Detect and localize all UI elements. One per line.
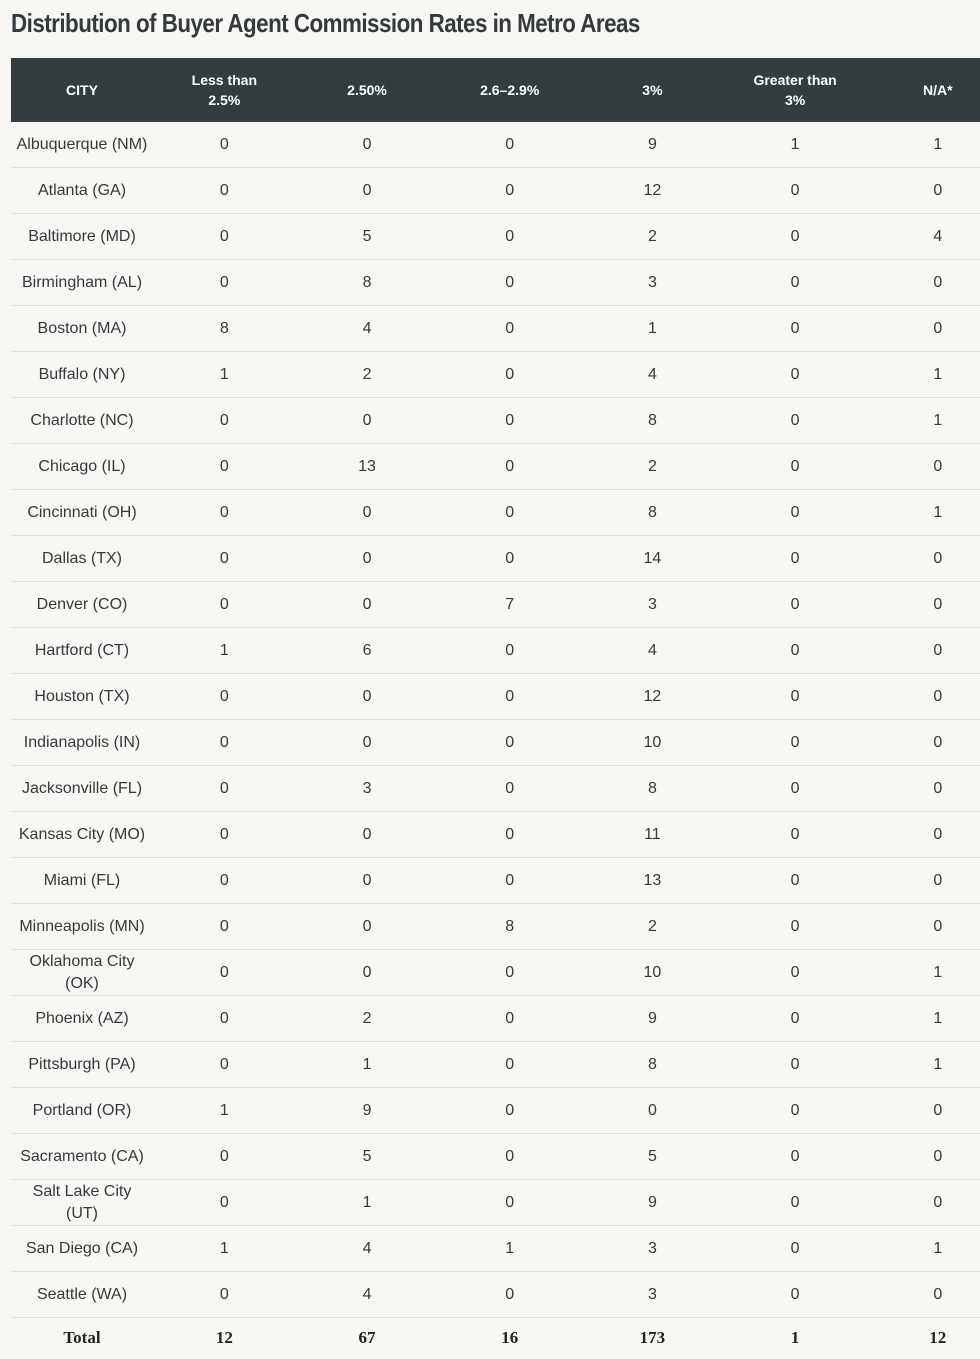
city-cell: Birmingham (AL) xyxy=(11,260,153,306)
table-row xyxy=(11,904,980,950)
value-cell: 0 xyxy=(153,168,296,214)
value-cell: 11 xyxy=(581,812,724,858)
table-body xyxy=(11,122,980,1318)
value-cell: 0 xyxy=(296,536,439,582)
value-cell: 4 xyxy=(296,1272,439,1318)
city-cell: Pittsburgh (PA) xyxy=(11,1042,153,1088)
total-value: 67 xyxy=(296,1318,439,1359)
table-row xyxy=(11,766,980,812)
table-row xyxy=(11,950,980,996)
value-cell: 1 xyxy=(296,1180,439,1226)
value-cell: 0 xyxy=(866,536,980,582)
city-cell: Phoenix (AZ) xyxy=(11,996,153,1042)
value-cell: 0 xyxy=(866,766,980,812)
value-cell: 1 xyxy=(866,122,980,168)
value-cell: 0 xyxy=(153,536,296,582)
city-cell: Denver (CO) xyxy=(11,582,153,628)
city-cell: Baltimore (MD) xyxy=(11,214,153,260)
commission-table xyxy=(11,58,980,1359)
value-cell: 0 xyxy=(153,996,296,1042)
value-cell: 1 xyxy=(724,122,867,168)
header-row xyxy=(11,58,980,122)
value-cell: 0 xyxy=(153,1180,296,1226)
value-cell: 0 xyxy=(724,260,867,306)
city-cell: Miami (FL) xyxy=(11,858,153,904)
value-cell: 0 xyxy=(866,1180,980,1226)
value-cell: 5 xyxy=(296,1134,439,1180)
value-cell: 3 xyxy=(296,766,439,812)
value-cell: 2 xyxy=(581,444,724,490)
city-cell: Oklahoma City (OK) xyxy=(11,950,153,996)
value-cell: 12 xyxy=(581,674,724,720)
value-cell: 0 xyxy=(438,996,581,1042)
value-cell: 0 xyxy=(438,306,581,352)
value-cell: 8 xyxy=(581,490,724,536)
value-cell: 12 xyxy=(581,168,724,214)
value-cell: 0 xyxy=(724,1226,867,1272)
value-cell: 1 xyxy=(866,950,980,996)
value-cell: 5 xyxy=(296,214,439,260)
value-cell: 0 xyxy=(153,674,296,720)
table-row xyxy=(11,352,980,398)
table-row xyxy=(11,306,980,352)
value-cell: 0 xyxy=(724,168,867,214)
city-cell: Jacksonville (FL) xyxy=(11,766,153,812)
total-value: 173 xyxy=(581,1318,724,1359)
value-cell: 0 xyxy=(724,720,867,766)
table-row xyxy=(11,628,980,674)
value-cell: 0 xyxy=(153,1272,296,1318)
value-cell: 2 xyxy=(296,352,439,398)
value-cell: 3 xyxy=(581,1272,724,1318)
value-cell: 13 xyxy=(581,858,724,904)
value-cell: 8 xyxy=(581,766,724,812)
value-cell: 0 xyxy=(153,582,296,628)
city-cell: Indianapolis (IN) xyxy=(11,720,153,766)
city-cell: Hartford (CT) xyxy=(11,628,153,674)
value-cell: 3 xyxy=(581,1226,724,1272)
value-cell: 0 xyxy=(724,1180,867,1226)
value-cell: 4 xyxy=(296,1226,439,1272)
value-cell: 8 xyxy=(153,306,296,352)
value-cell: 0 xyxy=(866,306,980,352)
value-cell: 0 xyxy=(724,950,867,996)
value-cell: 0 xyxy=(724,536,867,582)
value-cell: 1 xyxy=(153,628,296,674)
city-cell: Houston (TX) xyxy=(11,674,153,720)
table-row xyxy=(11,536,980,582)
value-cell: 0 xyxy=(296,582,439,628)
city-cell: Kansas City (MO) xyxy=(11,812,153,858)
value-cell: 0 xyxy=(296,674,439,720)
value-cell: 0 xyxy=(296,168,439,214)
value-cell: 8 xyxy=(296,260,439,306)
column-header-label: 2.50% xyxy=(347,80,387,100)
value-cell: 0 xyxy=(296,812,439,858)
table-row xyxy=(11,582,980,628)
value-cell: 0 xyxy=(724,444,867,490)
value-cell: 0 xyxy=(153,766,296,812)
total-value: 1 xyxy=(724,1318,867,1359)
value-cell: 1 xyxy=(581,306,724,352)
value-cell: 13 xyxy=(296,444,439,490)
value-cell: 0 xyxy=(724,582,867,628)
value-cell: 8 xyxy=(438,904,581,950)
value-cell: 0 xyxy=(438,858,581,904)
value-cell: 0 xyxy=(438,490,581,536)
table-row xyxy=(11,996,980,1042)
value-cell: 0 xyxy=(153,904,296,950)
city-cell: Minneapolis (MN) xyxy=(11,904,153,950)
value-cell: 0 xyxy=(438,674,581,720)
table-row xyxy=(11,858,980,904)
value-cell: 1 xyxy=(866,398,980,444)
value-cell: 10 xyxy=(581,720,724,766)
value-cell: 0 xyxy=(296,398,439,444)
value-cell: 1 xyxy=(866,996,980,1042)
column-header-6 xyxy=(866,58,980,122)
value-cell: 10 xyxy=(581,950,724,996)
value-cell: 0 xyxy=(438,444,581,490)
value-cell: 0 xyxy=(724,996,867,1042)
value-cell: 6 xyxy=(296,628,439,674)
column-header-2 xyxy=(296,58,439,122)
city-cell: Seattle (WA) xyxy=(11,1272,153,1318)
value-cell: 0 xyxy=(866,674,980,720)
value-cell: 5 xyxy=(581,1134,724,1180)
total-label: Total xyxy=(11,1318,153,1359)
value-cell: 1 xyxy=(866,352,980,398)
value-cell: 0 xyxy=(153,490,296,536)
value-cell: 0 xyxy=(438,398,581,444)
table-row xyxy=(11,260,980,306)
value-cell: 9 xyxy=(581,122,724,168)
value-cell: 0 xyxy=(581,1088,724,1134)
value-cell: 0 xyxy=(438,950,581,996)
city-cell: Boston (MA) xyxy=(11,306,153,352)
table-row xyxy=(11,1226,980,1272)
value-cell: 0 xyxy=(724,1272,867,1318)
table-row xyxy=(11,490,980,536)
value-cell: 0 xyxy=(153,720,296,766)
value-cell: 0 xyxy=(866,1088,980,1134)
column-header-label: N/A* xyxy=(923,80,953,100)
value-cell: 0 xyxy=(724,1042,867,1088)
city-cell: San Diego (CA) xyxy=(11,1226,153,1272)
column-header-label: Less than 2.5% xyxy=(176,70,272,110)
column-header-1 xyxy=(153,58,296,122)
value-cell: 0 xyxy=(438,536,581,582)
table-row xyxy=(11,122,980,168)
value-cell: 0 xyxy=(724,812,867,858)
table-row xyxy=(11,1272,980,1318)
city-cell: Buffalo (NY) xyxy=(11,352,153,398)
column-header-label: Greater than 3% xyxy=(747,70,843,110)
table-row xyxy=(11,1042,980,1088)
value-cell: 0 xyxy=(153,812,296,858)
value-cell: 0 xyxy=(866,812,980,858)
value-cell: 4 xyxy=(296,306,439,352)
value-cell: 0 xyxy=(438,352,581,398)
table-title: Distribution of Buyer Agent Commission Rates in Metro Areas xyxy=(11,8,640,39)
column-header-label: CITY xyxy=(66,80,98,100)
city-cell: Chicago (IL) xyxy=(11,444,153,490)
table-footer xyxy=(11,1318,980,1359)
value-cell: 0 xyxy=(153,122,296,168)
value-cell: 9 xyxy=(581,1180,724,1226)
value-cell: 0 xyxy=(724,1134,867,1180)
column-header-label: 2.6–2.9% xyxy=(480,80,539,100)
value-cell: 0 xyxy=(866,1134,980,1180)
value-cell: 0 xyxy=(724,306,867,352)
value-cell: 0 xyxy=(724,904,867,950)
value-cell: 1 xyxy=(866,490,980,536)
value-cell: 0 xyxy=(724,398,867,444)
value-cell: 0 xyxy=(724,858,867,904)
city-cell: Charlotte (NC) xyxy=(11,398,153,444)
value-cell: 3 xyxy=(581,582,724,628)
value-cell: 0 xyxy=(866,444,980,490)
city-cell: Atlanta (GA) xyxy=(11,168,153,214)
city-cell: Portland (OR) xyxy=(11,1088,153,1134)
total-row xyxy=(11,1318,980,1359)
value-cell: 0 xyxy=(866,260,980,306)
value-cell: 8 xyxy=(581,398,724,444)
column-header-label: 3% xyxy=(642,80,662,100)
value-cell: 2 xyxy=(581,214,724,260)
value-cell: 0 xyxy=(296,904,439,950)
value-cell: 0 xyxy=(296,122,439,168)
table-row xyxy=(11,398,980,444)
value-cell: 0 xyxy=(153,260,296,306)
table-row xyxy=(11,812,980,858)
value-cell: 0 xyxy=(296,858,439,904)
value-cell: 0 xyxy=(438,766,581,812)
value-cell: 9 xyxy=(296,1088,439,1134)
total-value: 12 xyxy=(153,1318,296,1359)
table-row xyxy=(11,1180,980,1226)
total-value: 16 xyxy=(438,1318,581,1359)
column-header-4 xyxy=(581,58,724,122)
value-cell: 4 xyxy=(581,352,724,398)
value-cell: 0 xyxy=(438,1042,581,1088)
value-cell: 0 xyxy=(153,1134,296,1180)
value-cell: 0 xyxy=(724,490,867,536)
value-cell: 0 xyxy=(866,1272,980,1318)
value-cell: 0 xyxy=(296,720,439,766)
value-cell: 1 xyxy=(296,1042,439,1088)
value-cell: 1 xyxy=(153,352,296,398)
city-cell: Cincinnati (OH) xyxy=(11,490,153,536)
value-cell: 14 xyxy=(581,536,724,582)
value-cell: 0 xyxy=(153,444,296,490)
value-cell: 0 xyxy=(153,950,296,996)
value-cell: 0 xyxy=(438,1134,581,1180)
value-cell: 0 xyxy=(438,812,581,858)
value-cell: 0 xyxy=(438,1088,581,1134)
value-cell: 1 xyxy=(866,1042,980,1088)
value-cell: 0 xyxy=(438,628,581,674)
value-cell: 0 xyxy=(866,720,980,766)
table-row xyxy=(11,720,980,766)
value-cell: 4 xyxy=(581,628,724,674)
value-cell: 0 xyxy=(153,398,296,444)
value-cell: 0 xyxy=(438,214,581,260)
table-row xyxy=(11,444,980,490)
value-cell: 0 xyxy=(866,582,980,628)
value-cell: 0 xyxy=(438,1272,581,1318)
value-cell: 0 xyxy=(866,168,980,214)
value-cell: 0 xyxy=(724,674,867,720)
value-cell: 0 xyxy=(724,766,867,812)
value-cell: 0 xyxy=(866,858,980,904)
value-cell: 0 xyxy=(724,352,867,398)
city-cell: Salt Lake City (UT) xyxy=(11,1180,153,1226)
column-header-0 xyxy=(11,58,153,122)
value-cell: 3 xyxy=(581,260,724,306)
table-row xyxy=(11,1088,980,1134)
column-header-3 xyxy=(438,58,581,122)
value-cell: 1 xyxy=(153,1226,296,1272)
value-cell: 0 xyxy=(866,628,980,674)
table-row xyxy=(11,674,980,720)
value-cell: 0 xyxy=(296,490,439,536)
value-cell: 0 xyxy=(153,858,296,904)
value-cell: 0 xyxy=(724,1088,867,1134)
table-header xyxy=(11,58,980,122)
city-cell: Sacramento (CA) xyxy=(11,1134,153,1180)
value-cell: 0 xyxy=(724,214,867,260)
value-cell: 9 xyxy=(581,996,724,1042)
city-cell: Albuquerque (NM) xyxy=(11,122,153,168)
value-cell: 1 xyxy=(153,1088,296,1134)
table-row xyxy=(11,168,980,214)
value-cell: 0 xyxy=(724,628,867,674)
value-cell: 0 xyxy=(438,122,581,168)
total-value: 12 xyxy=(866,1318,980,1359)
value-cell: 2 xyxy=(296,996,439,1042)
column-header-5 xyxy=(724,58,867,122)
value-cell: 0 xyxy=(153,1042,296,1088)
value-cell: 1 xyxy=(438,1226,581,1272)
value-cell: 4 xyxy=(866,214,980,260)
value-cell: 0 xyxy=(153,214,296,260)
value-cell: 7 xyxy=(438,582,581,628)
value-cell: 2 xyxy=(581,904,724,950)
value-cell: 0 xyxy=(296,950,439,996)
value-cell: 1 xyxy=(866,1226,980,1272)
value-cell: 0 xyxy=(866,904,980,950)
value-cell: 0 xyxy=(438,168,581,214)
value-cell: 0 xyxy=(438,260,581,306)
table-row xyxy=(11,1134,980,1180)
value-cell: 8 xyxy=(581,1042,724,1088)
table-row xyxy=(11,214,980,260)
value-cell: 0 xyxy=(438,1180,581,1226)
value-cell: 0 xyxy=(438,720,581,766)
city-cell: Dallas (TX) xyxy=(11,536,153,582)
